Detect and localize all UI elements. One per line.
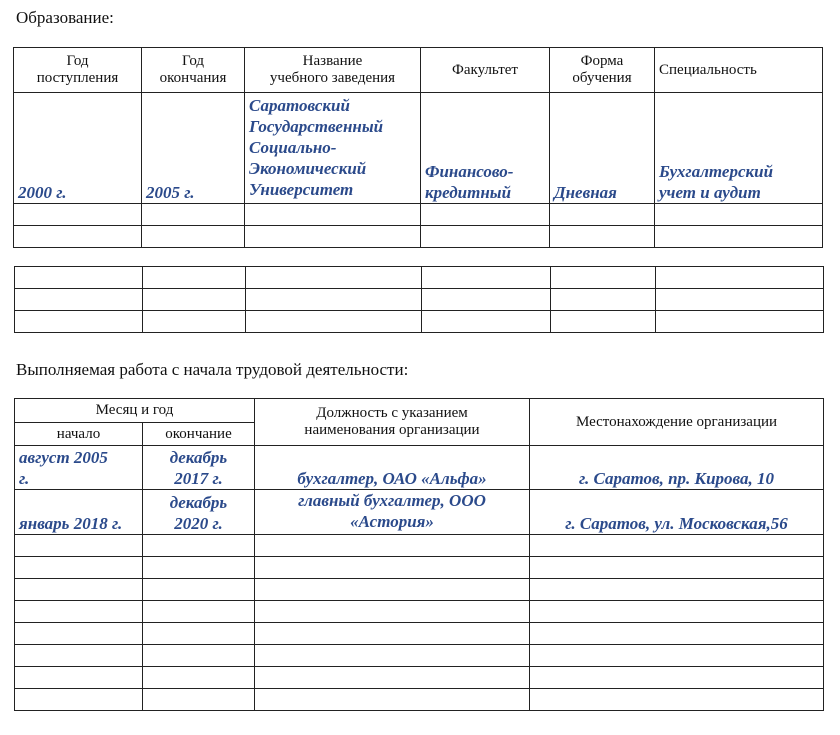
- empty-cell[interactable]: [14, 226, 142, 248]
- empty-cell[interactable]: [530, 557, 824, 579]
- empty-cell[interactable]: [143, 311, 246, 333]
- empty-cell[interactable]: [143, 623, 255, 645]
- empty-cell[interactable]: [551, 267, 656, 289]
- empty-cell[interactable]: [143, 579, 255, 601]
- work-row: [15, 490, 824, 535]
- form-cell[interactable]: Дневная: [550, 93, 655, 204]
- empty-cell[interactable]: [255, 557, 530, 579]
- specialty-cell[interactable]: Бухгалтерский учет и аудит: [655, 93, 823, 204]
- empty-cell[interactable]: [143, 689, 255, 711]
- work-location-cell[interactable]: г. Саратов, ул. Московская,56: [530, 490, 824, 535]
- empty-cell[interactable]: [15, 535, 143, 557]
- empty-row: [15, 289, 824, 311]
- empty-cell[interactable]: [530, 623, 824, 645]
- empty-row: [14, 226, 823, 248]
- empty-cell[interactable]: [15, 267, 143, 289]
- empty-cell[interactable]: [255, 535, 530, 557]
- empty-cell[interactable]: [656, 311, 824, 333]
- empty-cell[interactable]: [15, 579, 143, 601]
- col-header-month-year: Месяц и год: [15, 399, 255, 423]
- empty-cell[interactable]: [143, 267, 246, 289]
- work-start-cell[interactable]: январь 2018 г.: [15, 490, 143, 535]
- work-location-cell[interactable]: г. Саратов, пр. Кирова, 10: [530, 446, 824, 490]
- col-header-institution: Название учебного заведения: [245, 48, 421, 93]
- empty-cell[interactable]: [143, 535, 255, 557]
- work-position-cell[interactable]: бухгалтер, ОАО «Альфа»: [255, 446, 530, 490]
- institution-cell[interactable]: Саратовский Государственный Социально- Экономический Университет: [245, 93, 421, 204]
- work-start-cell[interactable]: август 2005 г.: [15, 446, 143, 490]
- empty-row: [15, 601, 824, 623]
- empty-cell[interactable]: [551, 289, 656, 311]
- education-table: [13, 47, 823, 248]
- col-header-location: Местонахождение организации: [530, 399, 824, 446]
- empty-cell[interactable]: [655, 204, 823, 226]
- empty-cell[interactable]: [255, 689, 530, 711]
- work-row: [15, 446, 824, 490]
- empty-cell[interactable]: [422, 311, 551, 333]
- empty-cell[interactable]: [15, 557, 143, 579]
- empty-cell[interactable]: [15, 689, 143, 711]
- empty-cell[interactable]: [655, 226, 823, 248]
- end-year-cell[interactable]: 2005 г.: [142, 93, 245, 204]
- work-heading: Выполняемая работа с начала трудовой деятельности:: [16, 360, 409, 379]
- empty-cell[interactable]: [421, 204, 550, 226]
- empty-row: [15, 535, 824, 557]
- empty-row: [15, 645, 824, 667]
- empty-cell[interactable]: [15, 623, 143, 645]
- col-header-faculty: Факультет: [421, 48, 550, 93]
- start-year-cell[interactable]: 2000 г.: [14, 93, 142, 204]
- col-header-end: окончание: [143, 423, 255, 446]
- col-header-specialty: Специальность: [655, 48, 823, 93]
- empty-cell[interactable]: [15, 667, 143, 689]
- empty-cell[interactable]: [530, 689, 824, 711]
- empty-row: [15, 667, 824, 689]
- empty-cell[interactable]: [530, 667, 824, 689]
- work-table: [14, 398, 824, 711]
- empty-cell[interactable]: [143, 667, 255, 689]
- empty-cell[interactable]: [15, 645, 143, 667]
- empty-cell[interactable]: [530, 601, 824, 623]
- empty-cell[interactable]: [255, 579, 530, 601]
- col-header-end-year: Год окончания: [142, 48, 245, 93]
- empty-cell[interactable]: [245, 226, 421, 248]
- empty-cell[interactable]: [255, 667, 530, 689]
- empty-row: [15, 557, 824, 579]
- empty-cell[interactable]: [143, 289, 246, 311]
- col-header-start: начало: [15, 423, 143, 446]
- empty-row: [15, 267, 824, 289]
- col-header-form: Форма обучения: [550, 48, 655, 93]
- empty-cell[interactable]: [15, 289, 143, 311]
- empty-cell[interactable]: [530, 535, 824, 557]
- empty-row: [14, 204, 823, 226]
- empty-cell[interactable]: [422, 289, 551, 311]
- empty-cell[interactable]: [255, 623, 530, 645]
- empty-cell[interactable]: [255, 601, 530, 623]
- empty-cell[interactable]: [246, 311, 422, 333]
- empty-cell[interactable]: [656, 267, 824, 289]
- empty-cell[interactable]: [246, 289, 422, 311]
- empty-cell[interactable]: [15, 601, 143, 623]
- work-position-cell[interactable]: главный бухгалтер, ООО «Астория»: [255, 490, 530, 535]
- education-extra-table: [14, 266, 824, 333]
- empty-cell[interactable]: [142, 204, 245, 226]
- empty-cell[interactable]: [15, 311, 143, 333]
- empty-cell[interactable]: [421, 226, 550, 248]
- empty-cell[interactable]: [530, 645, 824, 667]
- education-heading: Образование:: [16, 8, 114, 27]
- empty-row: [15, 689, 824, 711]
- empty-cell[interactable]: [422, 267, 551, 289]
- empty-row: [15, 623, 824, 645]
- empty-cell[interactable]: [143, 645, 255, 667]
- empty-cell[interactable]: [143, 601, 255, 623]
- faculty-cell[interactable]: Финансово- кредитный: [421, 93, 550, 204]
- empty-cell[interactable]: [551, 311, 656, 333]
- empty-cell[interactable]: [550, 226, 655, 248]
- empty-cell[interactable]: [246, 267, 422, 289]
- work-end-cell[interactable]: декабрь 2020 г.: [143, 490, 255, 535]
- empty-cell[interactable]: [14, 204, 142, 226]
- work-end-cell[interactable]: декабрь 2017 г.: [143, 446, 255, 490]
- empty-cell[interactable]: [142, 226, 245, 248]
- empty-cell[interactable]: [245, 204, 421, 226]
- empty-cell[interactable]: [530, 579, 824, 601]
- col-header-start-year: Год поступления: [14, 48, 142, 93]
- empty-cell[interactable]: [143, 557, 255, 579]
- empty-cell[interactable]: [656, 289, 824, 311]
- empty-row: [15, 579, 824, 601]
- col-header-position: Должность с указанием наименования организации: [255, 399, 530, 446]
- empty-row: [15, 311, 824, 333]
- empty-cell[interactable]: [255, 645, 530, 667]
- empty-cell[interactable]: [550, 204, 655, 226]
